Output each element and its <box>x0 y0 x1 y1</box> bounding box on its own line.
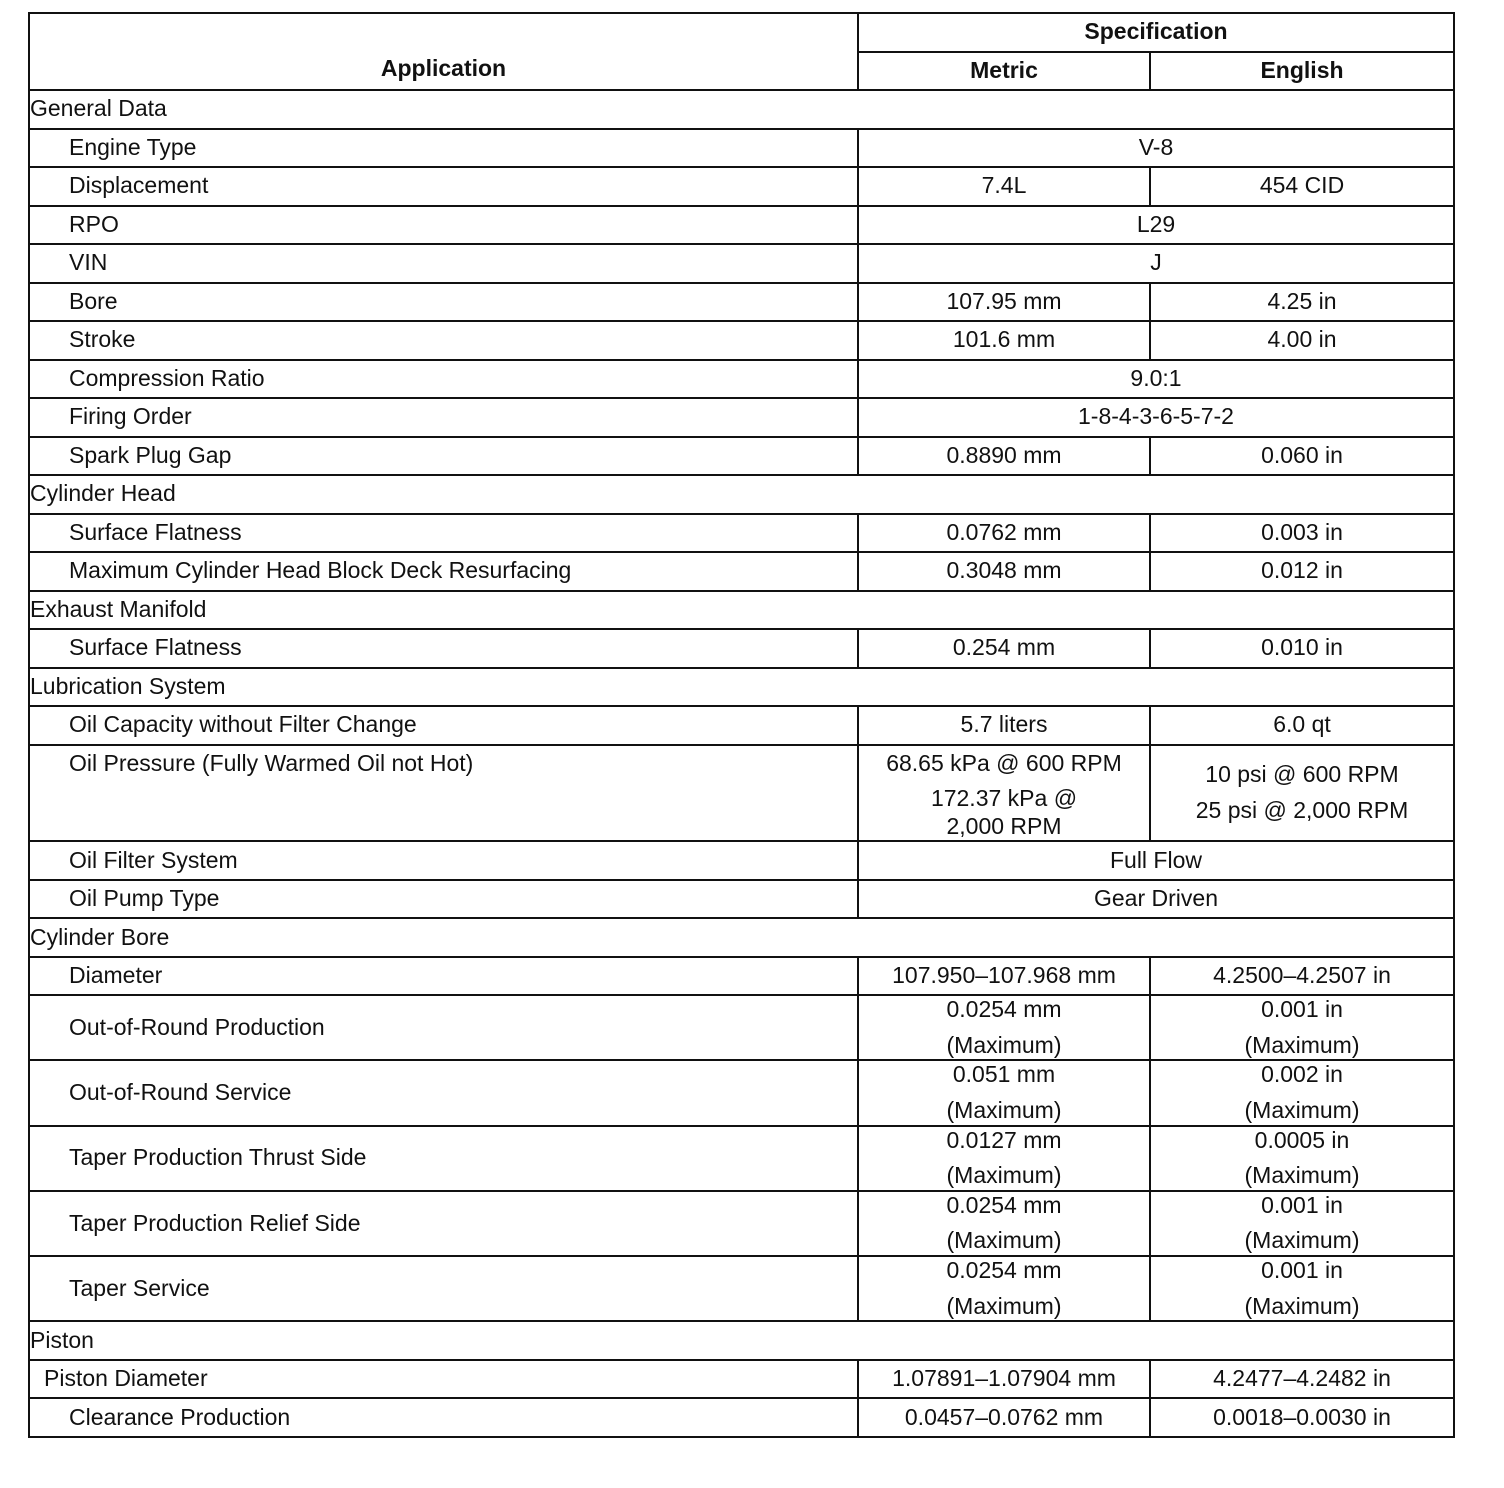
row-label: Bore <box>29 283 858 322</box>
english-line: 0.001 in <box>1261 996 1343 1023</box>
table-row <box>29 1360 1454 1399</box>
section-exhaust-manifold <box>29 591 1454 630</box>
table-row <box>29 360 1454 399</box>
metric-value <box>858 995 1150 1060</box>
table-row <box>29 841 1454 880</box>
row-label: Oil Filter System <box>29 841 858 880</box>
max-note: (Maximum) <box>1244 1162 1360 1189</box>
table-row <box>29 321 1454 360</box>
max-note: (Maximum) <box>946 1031 1062 1058</box>
english-line: 25 psi @ 2,000 RPM <box>1195 796 1409 823</box>
metric-value: 5.7 liters <box>858 706 1150 745</box>
row-value: Gear Driven <box>858 880 1454 919</box>
table-row <box>29 552 1454 591</box>
row-label: Stroke <box>29 321 858 360</box>
section-title: Exhaust Manifold <box>29 591 1454 630</box>
row-label: Maximum Cylinder Head Block Deck Resurfacing <box>29 552 858 591</box>
max-note: (Maximum) <box>1244 1292 1360 1319</box>
metric-header: Metric <box>858 52 1150 91</box>
english-value: 6.0 qt <box>1150 706 1454 745</box>
specification-header: Specification <box>858 13 1454 52</box>
row-label: Displacement <box>29 167 858 206</box>
table-row <box>29 995 1454 1060</box>
english-line: 0.001 in <box>1261 1257 1343 1284</box>
english-value: 4.2500–4.2507 in <box>1150 957 1454 996</box>
row-label: VIN <box>29 244 858 283</box>
max-note: (Maximum) <box>1244 1031 1360 1058</box>
row-label: Engine Type <box>29 129 858 168</box>
table-row <box>29 1126 1454 1191</box>
english-line: 0.002 in <box>1261 1061 1343 1088</box>
row-label: Firing Order <box>29 398 858 437</box>
metric-line: 0.051 mm <box>952 1061 1056 1088</box>
max-note: (Maximum) <box>1244 1097 1360 1124</box>
section-title: General Data <box>29 90 1454 129</box>
english-value: 454 CID <box>1150 167 1454 206</box>
table-row <box>29 129 1454 168</box>
row-label: Taper Production Relief Side <box>29 1191 858 1256</box>
max-note: (Maximum) <box>946 1162 1062 1189</box>
table-row <box>29 514 1454 553</box>
english-value: 0.0018–0.0030 in <box>1150 1398 1454 1437</box>
table-row <box>29 706 1454 745</box>
table-row <box>29 437 1454 476</box>
metric-line: 2,000 RPM <box>946 812 1062 839</box>
table-row <box>29 1398 1454 1437</box>
english-value: 0.003 in <box>1150 514 1454 553</box>
table-row <box>29 1191 1454 1256</box>
metric-value <box>858 1060 1150 1125</box>
english-value: 4.25 in <box>1150 283 1454 322</box>
row-label: Oil Pressure (Fully Warmed Oil not Hot) <box>29 745 858 842</box>
metric-value: 7.4L <box>858 167 1150 206</box>
row-label: Out-of-Round Production <box>29 995 858 1060</box>
english-value <box>1150 1126 1454 1191</box>
row-label: Compression Ratio <box>29 360 858 399</box>
section-title: Cylinder Head <box>29 475 1454 514</box>
metric-value <box>858 1191 1150 1256</box>
metric-line: 0.0254 mm <box>946 996 1062 1023</box>
english-line: 10 psi @ 600 RPM <box>1205 761 1399 788</box>
english-line: 0.0005 in <box>1254 1126 1350 1153</box>
row-label: Taper Service <box>29 1256 858 1321</box>
max-note: (Maximum) <box>946 1227 1062 1254</box>
metric-value: 0.8890 mm <box>858 437 1150 476</box>
row-value: J <box>858 244 1454 283</box>
table-row <box>29 283 1454 322</box>
engine-spec-table <box>28 12 1455 1438</box>
section-lubrication-system <box>29 668 1454 707</box>
metric-line: 172.37 kPa @ <box>930 785 1078 812</box>
row-value: V-8 <box>858 129 1454 168</box>
section-title: Lubrication System <box>29 668 1454 707</box>
metric-value: 107.950–107.968 mm <box>858 957 1150 996</box>
metric-line: 0.0254 mm <box>946 1257 1062 1284</box>
section-piston <box>29 1321 1454 1360</box>
row-value: Full Flow <box>858 841 1454 880</box>
max-note: (Maximum) <box>946 1292 1062 1319</box>
english-value <box>1150 1191 1454 1256</box>
row-value: 9.0:1 <box>858 360 1454 399</box>
section-cylinder-head <box>29 475 1454 514</box>
metric-line: 68.65 kPa @ 600 RPM <box>886 749 1122 776</box>
table-row <box>29 206 1454 245</box>
row-value: 1-8-4-3-6-5-7-2 <box>858 398 1454 437</box>
header-row <box>29 13 1454 52</box>
english-value <box>1150 745 1454 842</box>
table-row <box>29 244 1454 283</box>
row-label: Taper Production Thrust Side <box>29 1126 858 1191</box>
english-value: 4.00 in <box>1150 321 1454 360</box>
metric-line: 0.0254 mm <box>946 1191 1062 1218</box>
metric-value: 0.254 mm <box>858 629 1150 668</box>
metric-value: 0.0457–0.0762 mm <box>858 1398 1150 1437</box>
row-label: RPO <box>29 206 858 245</box>
english-header: English <box>1150 52 1454 91</box>
english-value <box>1150 1256 1454 1321</box>
metric-value <box>858 1126 1150 1191</box>
row-value: L29 <box>858 206 1454 245</box>
row-label: Diameter <box>29 957 858 996</box>
table-row <box>29 167 1454 206</box>
row-label: Clearance Production <box>29 1398 858 1437</box>
max-note: (Maximum) <box>946 1097 1062 1124</box>
metric-value <box>858 745 1150 842</box>
section-general-data <box>29 90 1454 129</box>
metric-value <box>858 1256 1150 1321</box>
row-label: Surface Flatness <box>29 629 858 668</box>
row-label: Out-of-Round Service <box>29 1060 858 1125</box>
max-note: (Maximum) <box>1244 1227 1360 1254</box>
metric-value: 0.0762 mm <box>858 514 1150 553</box>
row-label: Surface Flatness <box>29 514 858 553</box>
english-value: 4.2477–4.2482 in <box>1150 1360 1454 1399</box>
metric-value: 101.6 mm <box>858 321 1150 360</box>
section-title: Piston <box>29 1321 1454 1360</box>
row-label: Oil Pump Type <box>29 880 858 919</box>
table-row <box>29 1060 1454 1125</box>
metric-value: 0.3048 mm <box>858 552 1150 591</box>
english-value <box>1150 995 1454 1060</box>
table-row <box>29 629 1454 668</box>
row-label: Oil Capacity without Filter Change <box>29 706 858 745</box>
section-cylinder-bore <box>29 918 1454 957</box>
table-row <box>29 1256 1454 1321</box>
english-value: 0.060 in <box>1150 437 1454 476</box>
section-title: Cylinder Bore <box>29 918 1454 957</box>
english-value: 0.010 in <box>1150 629 1454 668</box>
metric-line: 0.0127 mm <box>946 1126 1062 1153</box>
table-row <box>29 398 1454 437</box>
english-value: 0.012 in <box>1150 552 1454 591</box>
row-label: Spark Plug Gap <box>29 437 858 476</box>
table-row <box>29 957 1454 996</box>
english-value <box>1150 1060 1454 1125</box>
application-header: Application <box>29 13 858 90</box>
english-line: 0.001 in <box>1261 1191 1343 1218</box>
table-row <box>29 880 1454 919</box>
table-row <box>29 745 1454 842</box>
metric-value: 107.95 mm <box>858 283 1150 322</box>
row-label: Piston Diameter <box>29 1360 858 1399</box>
metric-value: 1.07891–1.07904 mm <box>858 1360 1150 1399</box>
